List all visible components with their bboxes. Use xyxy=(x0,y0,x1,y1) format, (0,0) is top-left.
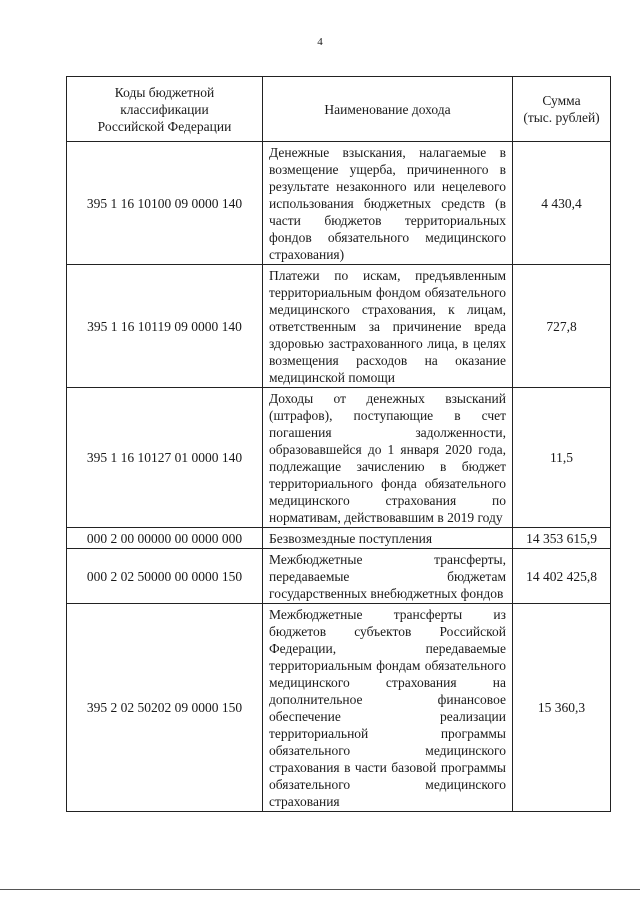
revenue-name-cell: Межбюджетные трансферты из бюджетов субъектов Российской Федерации, передаваемые территориальным фондам обязательного медицинского страхования на дополнительное финансовое обеспечение реализации территориальной программы обязательного медицинского страхования в части базовой программы обязательного медицинского страхования xyxy=(263,604,513,812)
budget-code-cell: 395 1 16 10100 09 0000 140 xyxy=(67,142,263,265)
header-code-line: Российской Федерации xyxy=(97,118,232,134)
sum-cell: 14 402 425,8 xyxy=(513,549,611,604)
table-row xyxy=(67,604,611,812)
header-sum-line: (тыс. рублей) xyxy=(523,110,600,125)
header-budget-code xyxy=(67,77,263,142)
revenue-name-cell: Платежи по искам, предъявленным территориальным фондом обязательного медицинского страхования, к лицам, ответственным за причинение вреда здоровью застрахованного лица, в целях возмещения расходов на оказание медицинской помощи xyxy=(263,265,513,388)
revenue-name-cell: Денежные взыскания, налагаемые в возмещение ущерба, причиненного в результате незаконного или нецелевого использования бюджетных средств (в части бюджетов территориальных фондов обязательного медицинского страхования) xyxy=(263,142,513,265)
sum-cell: 4 430,4 xyxy=(513,142,611,265)
header-sum-line: Сумма xyxy=(542,93,581,108)
sum-cell: 727,8 xyxy=(513,265,611,388)
table-row xyxy=(67,388,611,528)
header-revenue-name: Наименование дохода xyxy=(263,77,513,142)
revenue-name-cell: Доходы от денежных взысканий (штрафов), поступающие в счет погашения задолженности, образовавшейся до 1 января 2020 года, подлежащие зачислению в бюджет территориального фонда обязательного медицинского страхования по нормативам, действовавшим в 2019 году xyxy=(263,388,513,528)
table-header-row xyxy=(67,77,611,142)
sum-cell: 11,5 xyxy=(513,388,611,528)
header-sum xyxy=(513,77,611,142)
header-code-line: Коды бюджетной xyxy=(114,84,215,100)
table-row xyxy=(67,265,611,388)
budget-code-cell: 395 1 16 10127 01 0000 140 xyxy=(67,388,263,528)
bottom-rule xyxy=(0,889,640,890)
budget-code-cell: 395 2 02 50202 09 0000 150 xyxy=(67,604,263,812)
budget-code-cell: 000 2 00 00000 00 0000 000 xyxy=(67,528,263,549)
sum-cell: 15 360,3 xyxy=(513,604,611,812)
revenue-name-cell: Безвозмездные поступления xyxy=(263,528,513,549)
table-row xyxy=(67,549,611,604)
sum-cell: 14 353 615,9 xyxy=(513,528,611,549)
revenue-table xyxy=(66,76,611,812)
budget-code-cell: 000 2 02 50000 00 0000 150 xyxy=(67,549,263,604)
table-row xyxy=(67,528,611,549)
header-code-line: классификации xyxy=(120,101,209,117)
revenue-name-cell: Межбюджетные трансферты, передаваемые бюджетам государственных внебюджетных фондов xyxy=(263,549,513,604)
table-row xyxy=(67,142,611,265)
page-number: 4 xyxy=(317,36,323,48)
budget-code-cell: 395 1 16 10119 09 0000 140 xyxy=(67,265,263,388)
